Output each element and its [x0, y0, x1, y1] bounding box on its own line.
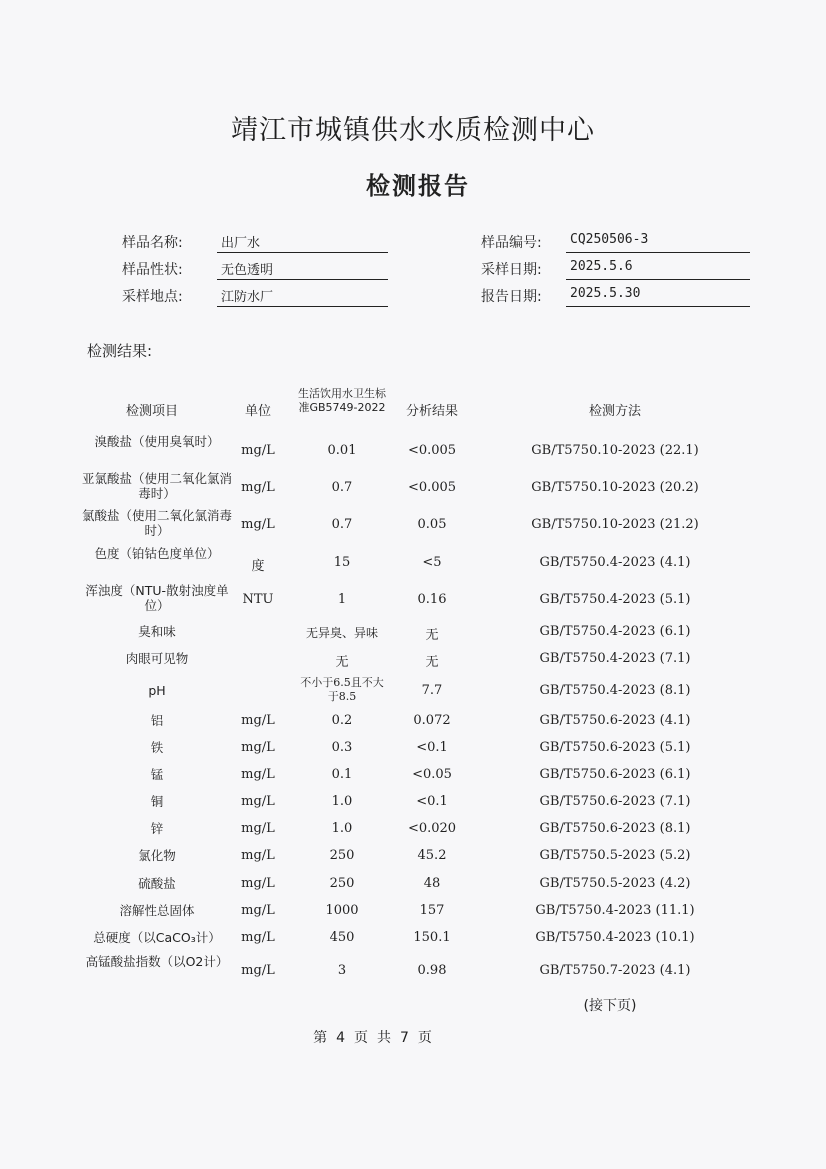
row-standard: 250 [329, 876, 355, 891]
row-item: pH [148, 683, 166, 698]
sample-name-value: 出厂水 [217, 232, 388, 253]
row-standard: 无异臭、异味 [305, 626, 378, 640]
sample-state-field [122, 259, 388, 281]
row-result: <0.1 [416, 740, 448, 755]
row-standard: 0.2 [331, 713, 353, 728]
row-result: 157 [419, 903, 445, 918]
row-standard: 0.7 [331, 517, 353, 532]
row-item: 铁 [150, 740, 164, 755]
sample-number-label: 样品编号: [481, 235, 542, 251]
row-standard: 0.7 [331, 480, 353, 495]
results-label: 检测结果: [87, 342, 153, 360]
row-item: 肉眼可见物 [125, 651, 189, 666]
row-result: 7.7 [421, 683, 443, 698]
organization-title: 靖江市城镇供水水质检测中心 [231, 115, 595, 146]
row-unit: mg/L [241, 794, 275, 809]
row-standard: 0.01 [327, 443, 357, 458]
header-item: 检测项目 [125, 404, 178, 419]
row-item: 溶解性总固体 [119, 903, 195, 918]
row-standard: 1.0 [331, 794, 353, 809]
header-unit: 单位 [244, 404, 271, 419]
row-item: 色度（铂钴色度单位） [94, 546, 220, 561]
sample-name-field [122, 232, 388, 254]
row-unit: mg/L [241, 767, 275, 782]
row-method: GB/T5750.5-2023 (4.2) [539, 876, 691, 891]
row-standard: 0.3 [331, 740, 353, 755]
row-item: 总硬度（以CaCO₃计） [93, 930, 221, 945]
row-method: GB/T5750.10-2023 (21.2) [531, 517, 699, 532]
row-method: GB/T5750.10-2023 (22.1) [531, 443, 699, 458]
report-date-field [481, 286, 751, 308]
row-item: 氯化物 [138, 848, 176, 863]
row-unit: NTU [242, 592, 274, 607]
row-method: GB/T5750.7-2023 (4.1) [539, 963, 691, 978]
row-item: 氯酸盐（使用二氧化氯消毒时） [82, 508, 233, 538]
report-title: 检测报告 [366, 172, 470, 200]
row-method: GB/T5750.4-2023 (4.1) [539, 555, 691, 570]
sampling-location-field [122, 286, 388, 308]
row-method: GB/T5750.5-2023 (5.2) [539, 848, 691, 863]
row-item: 亚氯酸盐（使用二氧化氯消毒时） [82, 471, 233, 501]
row-unit: mg/L [241, 963, 275, 978]
sampling-location-value: 江防水厂 [217, 286, 388, 307]
row-item: 高锰酸盐指数（以O2计） [85, 954, 229, 969]
row-unit: mg/L [241, 848, 275, 863]
row-unit: mg/L [241, 903, 275, 918]
row-result: 0.16 [417, 592, 447, 607]
header-result: 分析结果 [405, 404, 458, 419]
total-prefix: 共 [377, 1030, 392, 1046]
row-unit: mg/L [241, 517, 275, 532]
row-standard: 250 [329, 848, 355, 863]
page-footer [0, 1027, 746, 1047]
sample-number-value: CQ250506-3 [566, 232, 750, 253]
row-method: GB/T5750.6-2023 (8.1) [539, 821, 691, 836]
row-unit: 度 [251, 559, 265, 574]
row-method: GB/T5750.4-2023 (11.1) [535, 903, 695, 918]
row-result: 0.072 [413, 713, 451, 728]
report-date-label: 报告日期: [481, 289, 542, 305]
row-result: 无 [425, 628, 439, 643]
row-standard: 1000 [325, 903, 359, 918]
page-word: 页 [354, 1030, 369, 1046]
row-result: 150.1 [413, 930, 451, 945]
page-prefix: 第 [313, 1030, 329, 1046]
row-unit: mg/L [241, 713, 275, 728]
row-standard: 不小于6.5且不大于8.5 [300, 676, 384, 703]
row-result: 无 [425, 655, 439, 670]
row-result: <0.005 [407, 443, 457, 458]
row-result: <0.005 [407, 480, 457, 495]
total-word: 页 [417, 1030, 433, 1046]
row-item: 硫酸盐 [138, 876, 176, 891]
row-standard: 无 [335, 655, 349, 670]
row-item: 臭和味 [138, 624, 176, 639]
row-result: 0.98 [417, 963, 447, 978]
continue-note: (接下页) [583, 998, 637, 1014]
row-unit: mg/L [241, 443, 275, 458]
header-method: 检测方法 [588, 404, 641, 419]
sample-state-value: 无色透明 [217, 259, 388, 280]
sampling-date-label: 采样日期: [481, 262, 542, 278]
row-standard: 0.1 [331, 767, 353, 782]
row-item: 锌 [150, 821, 164, 836]
row-item: 铜 [150, 794, 164, 809]
row-standard: 3 [337, 963, 347, 978]
total-pages: 7 [400, 1030, 410, 1046]
row-result: 45.2 [417, 848, 447, 863]
row-method: GB/T5750.4-2023 (5.1) [539, 592, 691, 607]
row-result: <0.1 [416, 794, 448, 809]
row-item: 铝 [150, 713, 164, 728]
row-standard: 1.0 [331, 821, 353, 836]
row-method: GB/T5750.4-2023 (10.1) [535, 930, 695, 945]
row-result: 48 [423, 876, 441, 891]
row-method: GB/T5750.6-2023 (7.1) [539, 794, 691, 809]
row-method: GB/T5750.10-2023 (20.2) [531, 480, 699, 495]
header-standard: 生活饮用水卫生标准GB5749-2022 [298, 387, 386, 414]
row-method: GB/T5750.4-2023 (6.1) [539, 624, 691, 639]
sample-number-field [481, 232, 751, 254]
row-result: <0.020 [407, 821, 457, 836]
row-method: GB/T5750.6-2023 (6.1) [539, 767, 691, 782]
sampling-date-value: 2025.5.6 [566, 259, 750, 280]
sampling-location-label: 采样地点: [122, 289, 183, 305]
row-standard: 15 [333, 555, 351, 570]
sample-state-label: 样品性状: [122, 262, 183, 278]
row-standard: 1 [337, 592, 347, 607]
row-item: 浑浊度（NTU-散射浊度单位） [85, 583, 229, 613]
row-unit: mg/L [241, 740, 275, 755]
row-unit: mg/L [241, 821, 275, 836]
row-result: <5 [422, 555, 442, 570]
row-method: GB/T5750.6-2023 (5.1) [539, 740, 691, 755]
row-method: GB/T5750.4-2023 (7.1) [539, 651, 691, 666]
sample-name-label: 样品名称: [122, 235, 183, 251]
row-item: 溴酸盐（使用臭氧时） [94, 434, 220, 449]
row-method: GB/T5750.4-2023 (8.1) [539, 683, 691, 698]
row-unit: mg/L [241, 876, 275, 891]
row-item: 锰 [150, 767, 164, 782]
row-unit: mg/L [241, 930, 275, 945]
row-result: <0.05 [412, 767, 452, 782]
current-page: 4 [336, 1030, 346, 1046]
row-result: 0.05 [417, 517, 447, 532]
row-unit: mg/L [241, 480, 275, 495]
row-method: GB/T5750.6-2023 (4.1) [539, 713, 691, 728]
sampling-date-field [481, 259, 751, 281]
row-standard: 450 [329, 930, 355, 945]
report-date-value: 2025.5.30 [566, 286, 750, 307]
